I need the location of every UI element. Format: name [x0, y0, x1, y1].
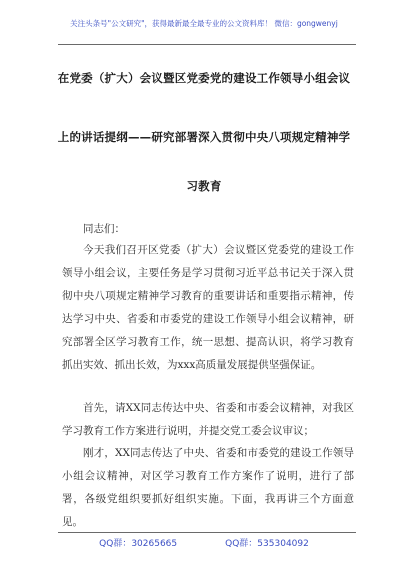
footer-qq-group-1: QQ群：30265665: [99, 539, 178, 549]
footer-divider: [58, 532, 356, 533]
footer: [0, 536, 408, 549]
document-title-line-3: 习教育: [186, 179, 222, 193]
header-banner: 关注头条号"公文研究"，获得最新最全最专业的公文资料库！ 微信：gongwenyj: [70, 19, 338, 28]
header-divider: [58, 44, 356, 45]
paragraph-opening: 今天我们召开区党委（扩大）会议暨区党委党的建设工作领导小组会议，主要任务是学习贯彻习近平总书记关于深入贯彻中央八项规定精神学习教育的重要讲话和重要指示精神，传达学习中央、省委和市委党的建设工作领导小组会议精神，研究部署全区学习教育工作，统一思想、提高认识，将学习教育抓出实效、抓出长效，为xxx高质量发展提供坚强保证。: [62, 244, 354, 371]
document-title-line-1: 在党委（扩大）会议暨区党委党的建设工作领导小组会议: [57, 71, 351, 85]
paragraph-second-item: 刚才，XX同志传达了中央、省委和市委党的建设工作领导小组会议精神，对区学习教育工作方案作了说明，进行了部署，各级党组织要抓好组织实施。下面，我再讲三个方面意见。: [62, 447, 354, 528]
salutation: 同志们：: [83, 223, 125, 235]
paragraph-first-item: 首先，请XX同志传达中央、省委和市委会议精神，对我区学习教育工作方案进行说明，并提交党工委会议审议；: [62, 402, 354, 437]
footer-qq-group-2: QQ群：535304092: [225, 539, 309, 549]
document-title-line-2: 上的讲话提纲——研究部署深入贯彻中央八项规定精神学: [57, 130, 351, 144]
